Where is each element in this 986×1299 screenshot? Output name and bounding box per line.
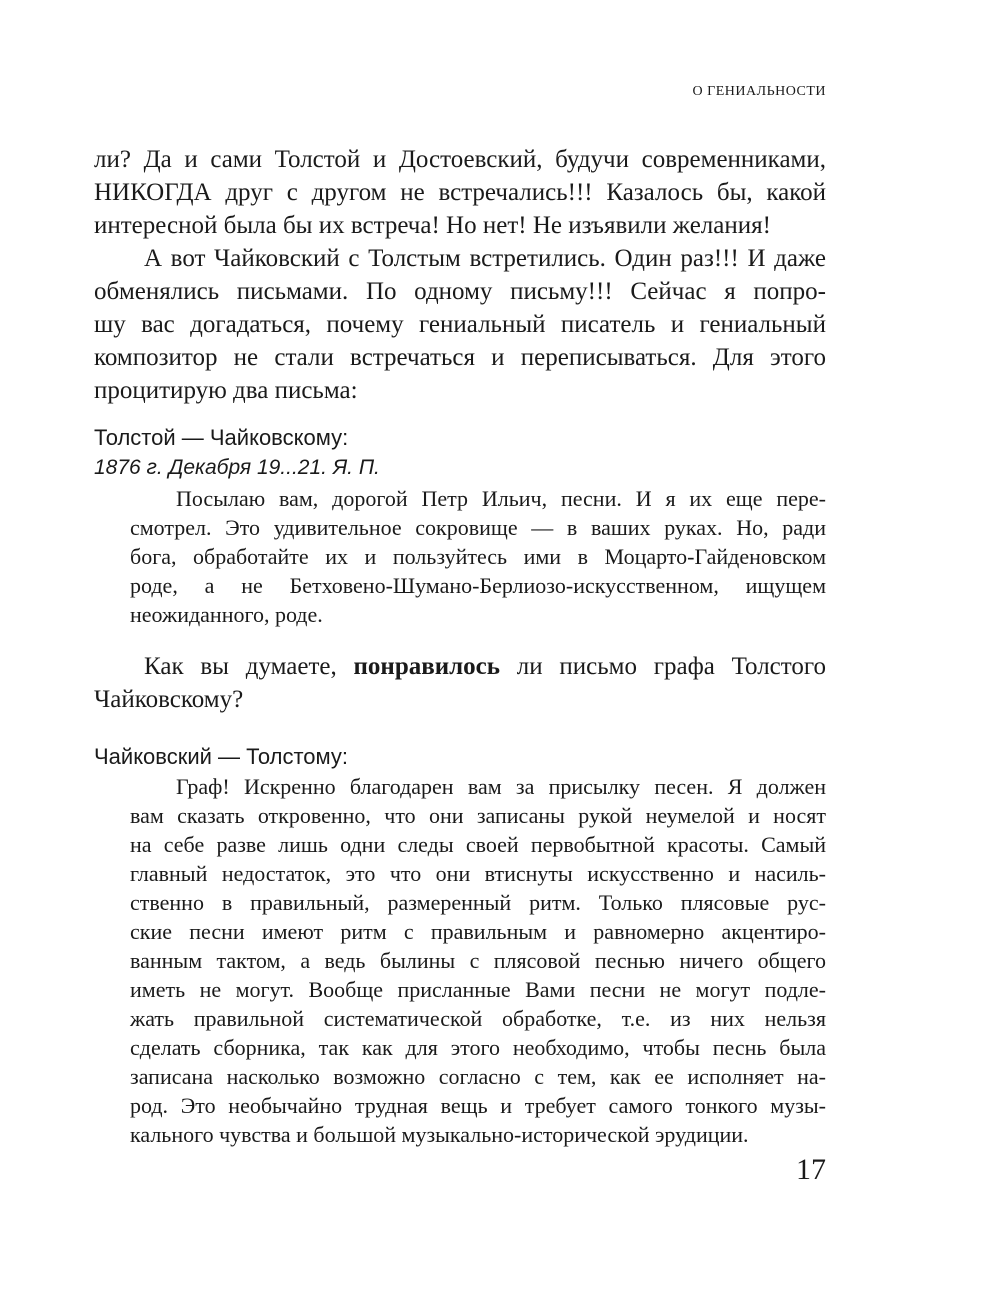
paragraph-intro [94, 143, 826, 242]
letter2-heading: Чайковский — Толстому: [94, 744, 349, 769]
letter2-body [130, 772, 826, 1149]
quote-line: род. Это необычайно трудная вещь и требует самого тонкого музы- [130, 1093, 826, 1118]
text-line: шу вас догадаться, почему гениальный писатель и гениальный [94, 311, 826, 338]
quote-line: смотрел. Это удивительное сокровище — в ваших руках. Но, ради [130, 515, 826, 540]
text-line: ли? Да и сами Толстой и Достоевский, будучи современниками, [94, 146, 826, 173]
quote-line: главный недостаток, это что они втиснуты искусственно и насиль- [130, 861, 826, 886]
quote-line: неожиданного, роде. [130, 602, 323, 627]
letter1-heading: Толстой — Чайковскому: [94, 425, 349, 450]
quote-line: жать правильной систематической обработке, т.е. из них нельзя [130, 1006, 826, 1031]
quote-line: роде, а не Бетховено-Шумано-Берлиозо-искусственном, ищущем [130, 573, 826, 598]
page-number: 17 [796, 1153, 826, 1186]
quote-line: вам сказать откровенно, что они записаны рукой неумелой и носят [130, 803, 826, 828]
text-line: композитор не стали встречаться и переписываться. Для этого [94, 344, 826, 371]
quote-line: ванным тактом, а ведь былины с плясовой песнью ничего общего [130, 948, 826, 973]
quote-line: Граф! Искренно благодарен вам за присылку песен. Я должен [176, 774, 826, 799]
letter1-date: 1876 г. Декабря 19...21. Я. П. [94, 456, 380, 479]
text-line: Чайковскому? [94, 686, 244, 713]
quote-line: Посылаю вам, дорогой Петр Ильич, песни. И я их еще пере- [176, 486, 826, 511]
quote-line: ственно в правильный, размеренный ритм. Только плясовые рус- [130, 890, 826, 915]
emphasis: понравилось [353, 653, 500, 680]
running-header: О ГЕНИАЛЬНОСТИ [692, 84, 826, 99]
quote-line: на себе разве лишь одни следы своей первобытной красоты. Самый [130, 832, 826, 857]
quote-line: записана насколько возможно согласно с тем, как ее исполняет на- [130, 1064, 826, 1089]
quote-line: бога, обработайте их и пользуйтесь ими в Моцарто-Гайденовском [130, 544, 826, 569]
text-line: интересной была бы их встреча! Но нет! Не изъявили желания! [94, 212, 771, 239]
text-line: НИКОГДА друг с другом не встречались!!! Казалось бы, какой [94, 179, 826, 206]
text-line: Как вы думаете, понравилось ли письмо графа Толстого [144, 653, 827, 680]
quote-line: ские песни имеют ритм с правильным и равномерно акцентиро- [130, 919, 826, 944]
paragraph-question [94, 650, 826, 716]
text-line: процитирую два письма: [94, 377, 358, 404]
quote-line: кального чувства и большой музыкально-исторической эрудиции. [130, 1122, 749, 1147]
letter1-body [130, 484, 826, 629]
paragraph-meeting [94, 242, 826, 407]
text-line: А вот Чайковский с Толстым встретились. Один раз!!! И даже [144, 245, 826, 272]
quote-line: сделать сборника, так как для этого необходимо, чтобы песнь была [130, 1035, 826, 1060]
text-line: обменялись письмами. По одному письму!!! Сейчас я попро- [94, 278, 826, 305]
quote-line: иметь не могут. Вообще присланные Вами песни не могут подле- [130, 977, 826, 1002]
